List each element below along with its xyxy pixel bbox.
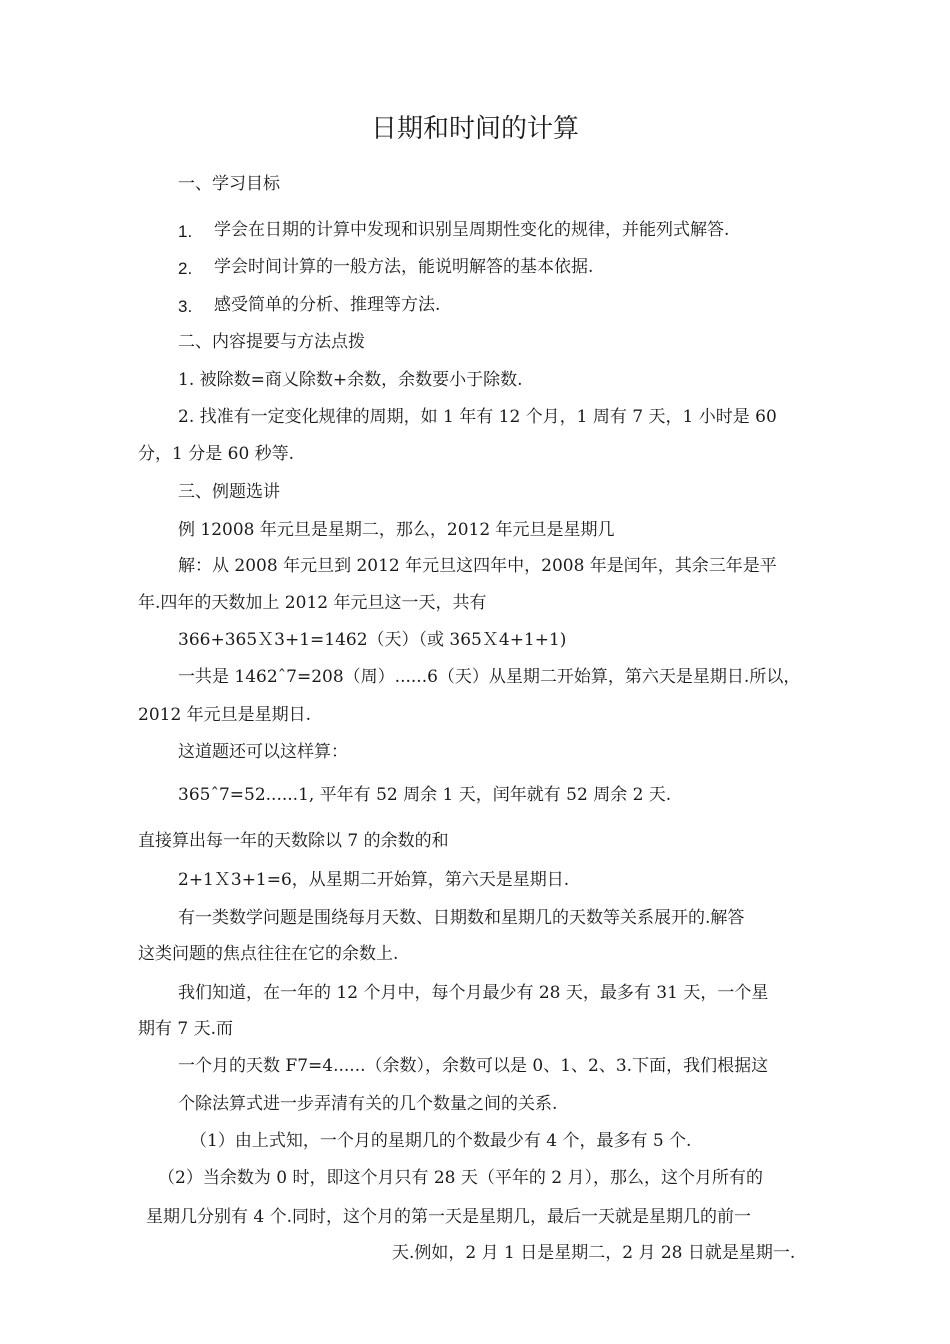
goal-text: 学会在日期的计算中发现和识别呈周期性变化的规律，并能列式解答.	[214, 220, 730, 240]
paragraph: 例 12008 年元旦是星期二，那么，2012 年元旦是星期几	[178, 520, 615, 540]
formula: 365ˆ7=52......1, 平年有 52 周余 1 天，闰年就有 52 周余 2 天.	[178, 785, 672, 805]
formula: 366+365Ｘ3+1=1462（天）（或 365Ｘ4+1+1)	[178, 630, 567, 650]
formula: 2+1Ｘ3+1=6，从星期二开始算，第六天是星期日.	[178, 870, 570, 890]
goal-number: 2.	[178, 259, 193, 278]
goal-text: 感受简单的分析、推理等方法.	[214, 295, 441, 315]
section-heading-content: 二、内容提要与方法点拨	[178, 332, 365, 352]
section-heading-examples: 三、例题选讲	[178, 482, 280, 502]
goal-text: 学会时间计算的一般方法，能说明解答的基本依据.	[214, 257, 594, 277]
paragraph: 期有 7 天.而	[138, 1019, 234, 1039]
paragraph: 个除法算式进一步弄清有关的几个数量之间的关系.	[178, 1094, 558, 1114]
paragraph: 一共是 1462ˆ7=208（周）......6（天）从星期二开始算，第六天是星期日.所以，	[178, 667, 801, 687]
page-title: 日期和时间的计算	[370, 114, 579, 144]
section-heading-goals: 一、学习目标	[178, 174, 280, 194]
goal-number: 3.	[178, 297, 193, 316]
paragraph: 星期几分别有 4 个.同时，这个月的第一天是星期几，最后一天就是星期几的前一	[146, 1207, 752, 1227]
paragraph: 一个月的天数 F7=4......（余数），余数可以是 0、1、2、3.下面，我们根据这	[178, 1056, 769, 1076]
paragraph: （1）由上式知，一个月的星期几的个数最少有 4 个，最多有 5 个.	[190, 1131, 692, 1151]
paragraph: 2012 年元旦是星期日.	[138, 705, 312, 725]
paragraph: 这道题还可以这样算：	[178, 742, 348, 762]
paragraph: 年.四年的天数加上 2012 年元旦这一天，共有	[138, 593, 487, 613]
paragraph: 分，1 分是 60 秒等.	[138, 444, 295, 464]
paragraph: 这类问题的焦点往往在它的余数上.	[138, 944, 399, 964]
paragraph: 我们知道，在一年的 12 个月中，每个月最少有 28 天，最多有 31 天，一个星	[178, 983, 769, 1003]
paragraph: 有一类数学问题是围绕每月天数、日期数和星期几的天数等关系展开的.解答	[178, 908, 745, 928]
paragraph: 天.例如，2 月 1 日是星期二，2 月 28 日就是星期一.	[392, 1243, 796, 1263]
paragraph: （2）当余数为 0 时，即这个月只有 28 天（平年的 2 月），那么，这个月所有的	[158, 1168, 764, 1188]
paragraph: 解：从 2008 年元旦到 2012 年元旦这四年中，2008 年是闰年，其余三年是平	[178, 556, 777, 576]
paragraph: 1. 被除数=商乂除数+余数，余数要小于除数.	[178, 370, 523, 390]
paragraph: 直接算出每一年的天数除以 7 的余数的和	[138, 831, 449, 851]
paragraph: 2. 找准有一定变化规律的周期，如 1 年有 12 个月，1 周有 7 天，1 小时是 60	[178, 407, 777, 427]
goal-number: 1.	[178, 222, 193, 241]
